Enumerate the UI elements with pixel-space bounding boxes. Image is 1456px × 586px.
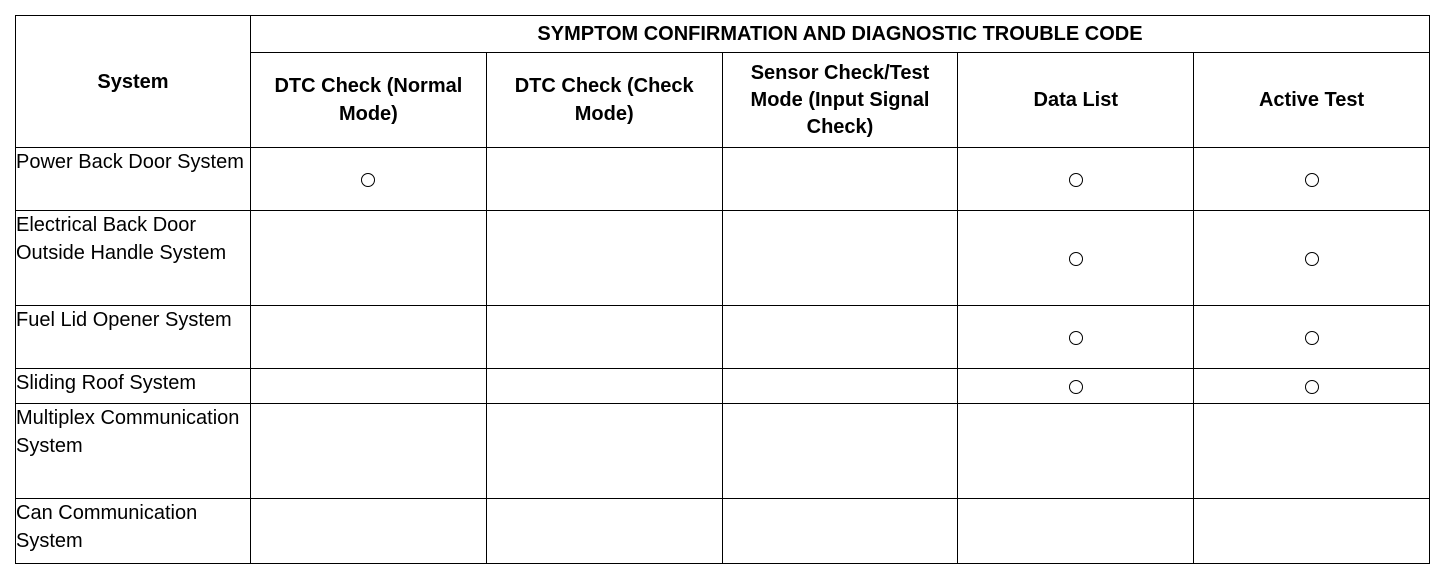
cell-dtc-normal: [251, 404, 487, 499]
cell-sensor-check: [722, 369, 958, 404]
circle-mark-icon: [1305, 173, 1319, 187]
cell-sensor-check: [722, 404, 958, 499]
circle-mark-icon: [1069, 252, 1083, 266]
cell-data-list: [958, 148, 1194, 211]
cell-data-list: [958, 369, 1194, 404]
cell-dtc-normal: [251, 369, 487, 404]
header-group-title: SYMPTOM CONFIRMATION AND DIAGNOSTIC TROUBLE CODE: [251, 16, 1430, 53]
cell-data-list: [958, 404, 1194, 499]
cell-active-test: [1194, 148, 1430, 211]
table-row: [16, 404, 1430, 499]
table-row: [16, 211, 1430, 306]
circle-mark-icon: [1069, 173, 1083, 187]
circle-mark-icon: [1305, 331, 1319, 345]
system-name: Multiplex Communication System: [16, 404, 251, 499]
circle-mark-icon: [361, 173, 375, 187]
diagnostic-table: [15, 15, 1430, 564]
system-name: Fuel Lid Opener System: [16, 306, 251, 369]
table-row: [16, 148, 1430, 211]
cell-active-test: [1194, 306, 1430, 369]
cell-data-list: [958, 211, 1194, 306]
cell-data-list: [958, 499, 1194, 564]
cell-active-test: [1194, 369, 1430, 404]
table-row: [16, 369, 1430, 404]
cell-sensor-check: [722, 499, 958, 564]
circle-mark-icon: [1069, 331, 1083, 345]
cell-dtc-check: [486, 306, 722, 369]
cell-sensor-check: [722, 148, 958, 211]
cell-dtc-check: [486, 404, 722, 499]
cell-data-list: [958, 306, 1194, 369]
cell-sensor-check: [722, 211, 958, 306]
header-data-list: Data List: [958, 53, 1194, 148]
circle-mark-icon: [1305, 380, 1319, 394]
cell-active-test: [1194, 499, 1430, 564]
circle-mark-icon: [1069, 380, 1083, 394]
circle-mark-icon: [1305, 252, 1319, 266]
system-name: Power Back Door System: [16, 148, 251, 211]
table-row: [16, 499, 1430, 564]
cell-dtc-check: [486, 369, 722, 404]
cell-dtc-check: [486, 499, 722, 564]
header-system: System: [16, 16, 251, 148]
system-name: Sliding Roof System: [16, 369, 251, 404]
cell-sensor-check: [722, 306, 958, 369]
header-active-test: Active Test: [1194, 53, 1430, 148]
header-dtc-check-normal: DTC Check (Normal Mode): [251, 53, 487, 148]
cell-dtc-check: [486, 148, 722, 211]
system-name: Electrical Back Door Outside Handle System: [16, 211, 251, 306]
cell-dtc-normal: [251, 148, 487, 211]
cell-active-test: [1194, 211, 1430, 306]
cell-dtc-normal: [251, 211, 487, 306]
cell-dtc-normal: [251, 306, 487, 369]
header-sensor-check: Sensor Check/Test Mode (Input Signal Check): [722, 53, 958, 148]
system-name: Can Communication System: [16, 499, 251, 564]
cell-active-test: [1194, 404, 1430, 499]
header-dtc-check-check: DTC Check (Check Mode): [486, 53, 722, 148]
cell-dtc-normal: [251, 499, 487, 564]
cell-dtc-check: [486, 211, 722, 306]
table-row: [16, 306, 1430, 369]
